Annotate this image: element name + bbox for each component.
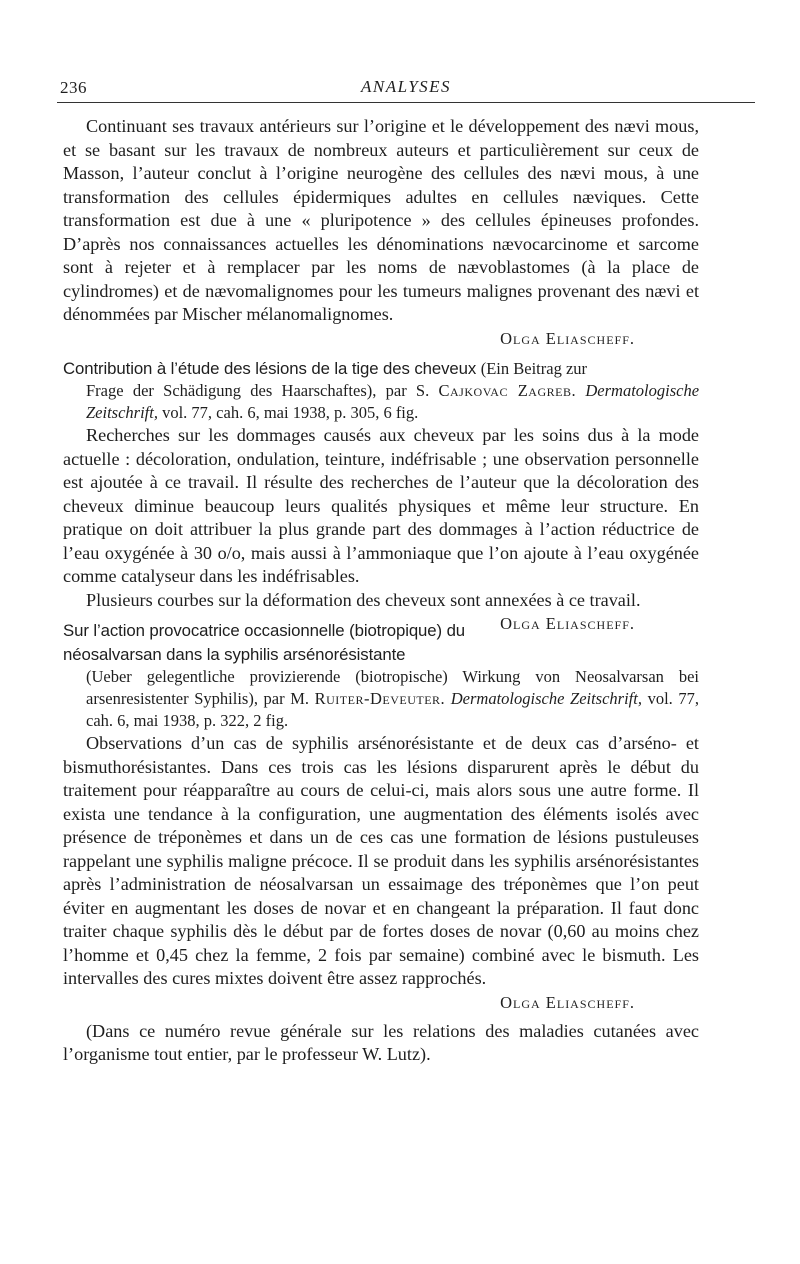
article2-signature: Olga Eliascheff.: [500, 614, 635, 633]
article2-original-title-open: (Ein Beitrag zur: [480, 358, 588, 378]
article2-text-continued: [63, 589, 699, 633]
article2-text: Recherches sur les dommages causés aux cheveux par les soins dus à la mode actuelle : décoloration, ondulation, teinture, indéfrisable ; une observation personnelle est ajoutée à ce travail. Il résulte des recherches de l’auteur que la décoloration des cheveux diminue beaucoup leurs qualités physiques et même leur structure. En pratique on doit attribuer la plus grande part des dommages à l’action réductrice de l’eau oxygénée à 30 o/o, mais aussi à l’ammoniaque que l’on ajoute à l’eau oxygénée comme catalyseur dans les indéfrisables.: [63, 425, 699, 586]
body-text: [63, 115, 699, 1067]
running-head: [57, 76, 755, 103]
article3-author: Ruiter-Deveuter.: [314, 689, 446, 708]
article3-reference: vol. 77, cah. 6, mai 1938, p. 322, 2 fig.: [86, 689, 700, 730]
article3-heading: [63, 619, 699, 732]
article2-reference: vol. 77, cah. 6, mai 1938, p. 305, 6 fig.: [162, 403, 419, 422]
article3-original-title: (Ueber gelegentliche provizierende (biotropische) Wirkung von Neosalvarsan bei arsenresistenter Syphilis), par M.: [86, 667, 699, 708]
article2-title: Contribution à l’étude des lésions de la tige des cheveux: [63, 358, 477, 378]
article2-text2: Plusieurs courbes sur la déformation des cheveux sont annexées à ce travail.: [86, 589, 641, 610]
article2-journal: Dermatologische Zeitschrift,: [86, 381, 700, 422]
article3-journal: Dermatologische Zeitschrift,: [450, 689, 642, 708]
page-number: 236: [60, 78, 87, 97]
running-title: ANALYSES: [360, 77, 452, 96]
article1-text: Continuant ses travaux antérieurs sur l’origine et le développement des nævi mous, et se basant sur les travaux de nombreux auteurs et particulièrement sur ceux de Masson, l’auteur conclut à l’origine neurogène des cellules des nævi mous, à une transformation des cellules épidermiques adultes en cellules næviques. Cette transformation est due à une « pluripotence » des cellules épineuses profondes. D’après nos connaissances actuelles les dénominations nævocarcinome et sarcome sont à rejeter et à remplacer par les noms de nævoblastomes (à la place de cylindromes) et de nævomalignomes pour les tumeurs malignes provenant des nævi et dénommées par Mischer mélanomalignomes.: [63, 116, 699, 324]
article2-original-title: Frage der Schädigung des Haarschaftes), par S.: [86, 381, 430, 400]
article3-title: Sur l’action provocatrice occasionnelle (biotropique) du néosalvarsan dans la syphilis arsénorésistante: [63, 621, 466, 664]
closing-note: (Dans ce numéro revue générale sur les relations des maladies cutanées avec l’organisme tout entier, par le professeur W. Lutz).: [63, 1020, 699, 1064]
article3-text: Observations d’un cas de syphilis arsénorésistante et de deux cas d’arséno- et bismuthorésistantes. Dans ces trois cas les lésions disparurent après le début du traitement pour réapparaître au cours de celui-ci, mais alors sous une autre forme. Il exista une tendance à la configuration, une augmentation des éléments isolés avec présence de tréponèmes et dans un de ces cas une formation de lésions pustuleuses rappelant une syphilis maligne précoce. Il se produit dans les syphilis arsénorésistantes après l’administration de néosalvarsan un essaimage des tréponèmes que l’on peut éviter en augmentant les doses de novar et en changeant la préparation. Il faut donc traiter chaque syphilis dès le début par de fortes doses de novar (0,60 au moins chez l’homme et 0,45 chez la femme, 2 fois par semaine) combiné avec le bismuth. Les intervalles des cures mixtes doivent être assez rapprochés.: [63, 733, 699, 988]
article1-signature: Olga Eliascheff.: [500, 328, 635, 348]
article2-heading: [63, 357, 699, 425]
article3-signature: Olga Eliascheff.: [500, 992, 635, 1012]
article2-author: Cajkovac Zagreb.: [438, 381, 577, 400]
